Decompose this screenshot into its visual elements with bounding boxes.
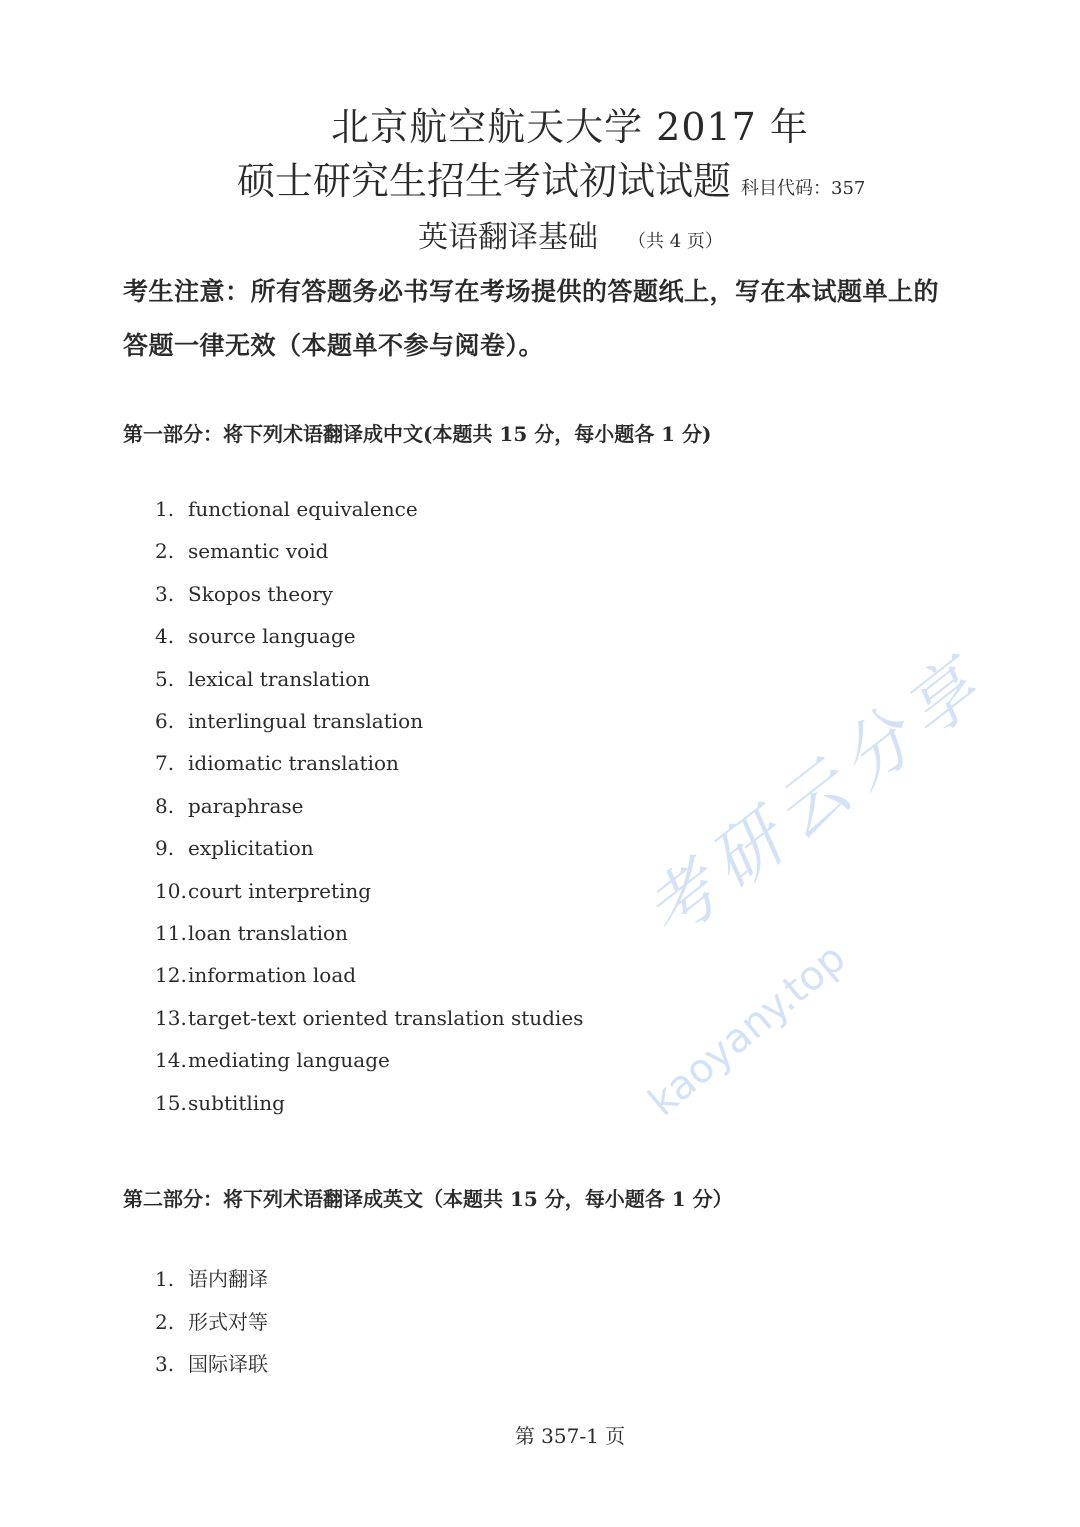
item-text: semantic void xyxy=(188,539,329,564)
exam-title: 硕士研究生招生考试初试试题 xyxy=(237,159,732,203)
item-number: 13. xyxy=(155,1005,187,1030)
item-number: 2. xyxy=(155,539,175,564)
list-item xyxy=(155,1006,583,1030)
item-number: 10. xyxy=(155,878,187,903)
item-text: target-text oriented translation studies xyxy=(188,1005,584,1030)
list-item xyxy=(155,1263,268,1292)
item-text: loan translation xyxy=(188,921,348,945)
item-number: 5. xyxy=(155,666,175,691)
item-number: 2. xyxy=(155,1309,175,1334)
subject-name: 英语翻译基础 xyxy=(418,220,598,255)
part1-heading: 第一部分：将下列术语翻译成中文(本题共 15 分，每小题各 1 分) xyxy=(123,422,712,446)
item-number: 8. xyxy=(155,793,175,818)
item-number: 3. xyxy=(155,581,175,606)
part2-heading: 第二部分：将下列术语翻译成英文（本题共 15 分，每小题各 1 分） xyxy=(123,1187,733,1211)
list-item xyxy=(155,1306,268,1335)
item-text: source language xyxy=(188,624,356,649)
list-item xyxy=(155,497,418,521)
item-text: subtitling xyxy=(188,1090,285,1115)
item-number: 7. xyxy=(155,751,175,776)
exam-title-line2 xyxy=(237,150,865,205)
item-text: court interpreting xyxy=(188,878,372,903)
item-number: 3. xyxy=(155,1352,175,1376)
list-item xyxy=(155,1048,390,1072)
item-text: 国际译联 xyxy=(188,1352,268,1376)
item-number: 12. xyxy=(155,963,187,988)
list-item xyxy=(155,582,333,606)
item-text: functional equivalence xyxy=(188,497,418,521)
item-number: 1. xyxy=(155,497,175,521)
page-count: （共 4 页） xyxy=(628,231,723,252)
item-number: 15. xyxy=(155,1090,187,1115)
item-text: explicitation xyxy=(188,836,314,861)
list-item xyxy=(155,667,370,691)
item-text: lexical translation xyxy=(188,666,371,691)
list-item xyxy=(155,709,423,733)
item-number: 1. xyxy=(155,1267,175,1291)
item-text: information load xyxy=(188,963,357,988)
notice-line2: 答题一律无效（本题单不参与阅卷）。 xyxy=(123,331,545,360)
item-text: paraphrase xyxy=(188,793,304,818)
exam-title-line1: 北京航空航天大学 2017 年 xyxy=(331,105,809,149)
item-text: mediating language xyxy=(188,1048,390,1073)
item-number: 6. xyxy=(155,709,175,733)
item-number: 14. xyxy=(155,1048,187,1073)
item-number: 4. xyxy=(155,624,175,649)
list-item xyxy=(155,1348,268,1377)
list-item xyxy=(155,1091,285,1115)
watermark-chinese: 考研云分享 xyxy=(629,639,1003,957)
item-number: 11. xyxy=(155,921,187,945)
list-item xyxy=(155,751,399,775)
list-item xyxy=(155,963,356,987)
subject-line xyxy=(418,212,723,256)
list-item xyxy=(155,921,348,945)
item-text: interlingual translation xyxy=(188,709,424,733)
watermark-url: kaoyany.top xyxy=(640,934,855,1126)
notice-line1: 考生注意：所有答题务必书写在考场提供的答题纸上，写在本试题单上的 xyxy=(123,277,940,306)
item-number: 9. xyxy=(155,836,175,861)
item-text: Skopos theory xyxy=(188,581,333,606)
list-item xyxy=(155,794,303,818)
item-text: 形式对等 xyxy=(188,1309,268,1334)
page-number: 第 357-1 页 xyxy=(514,1424,626,1448)
item-text: 语内翻译 xyxy=(188,1267,268,1291)
list-item xyxy=(155,836,314,860)
list-item xyxy=(155,879,371,903)
subject-code: 科目代码：357 xyxy=(741,178,866,199)
list-item xyxy=(155,539,328,563)
item-text: idiomatic translation xyxy=(188,751,399,776)
list-item xyxy=(155,624,356,648)
